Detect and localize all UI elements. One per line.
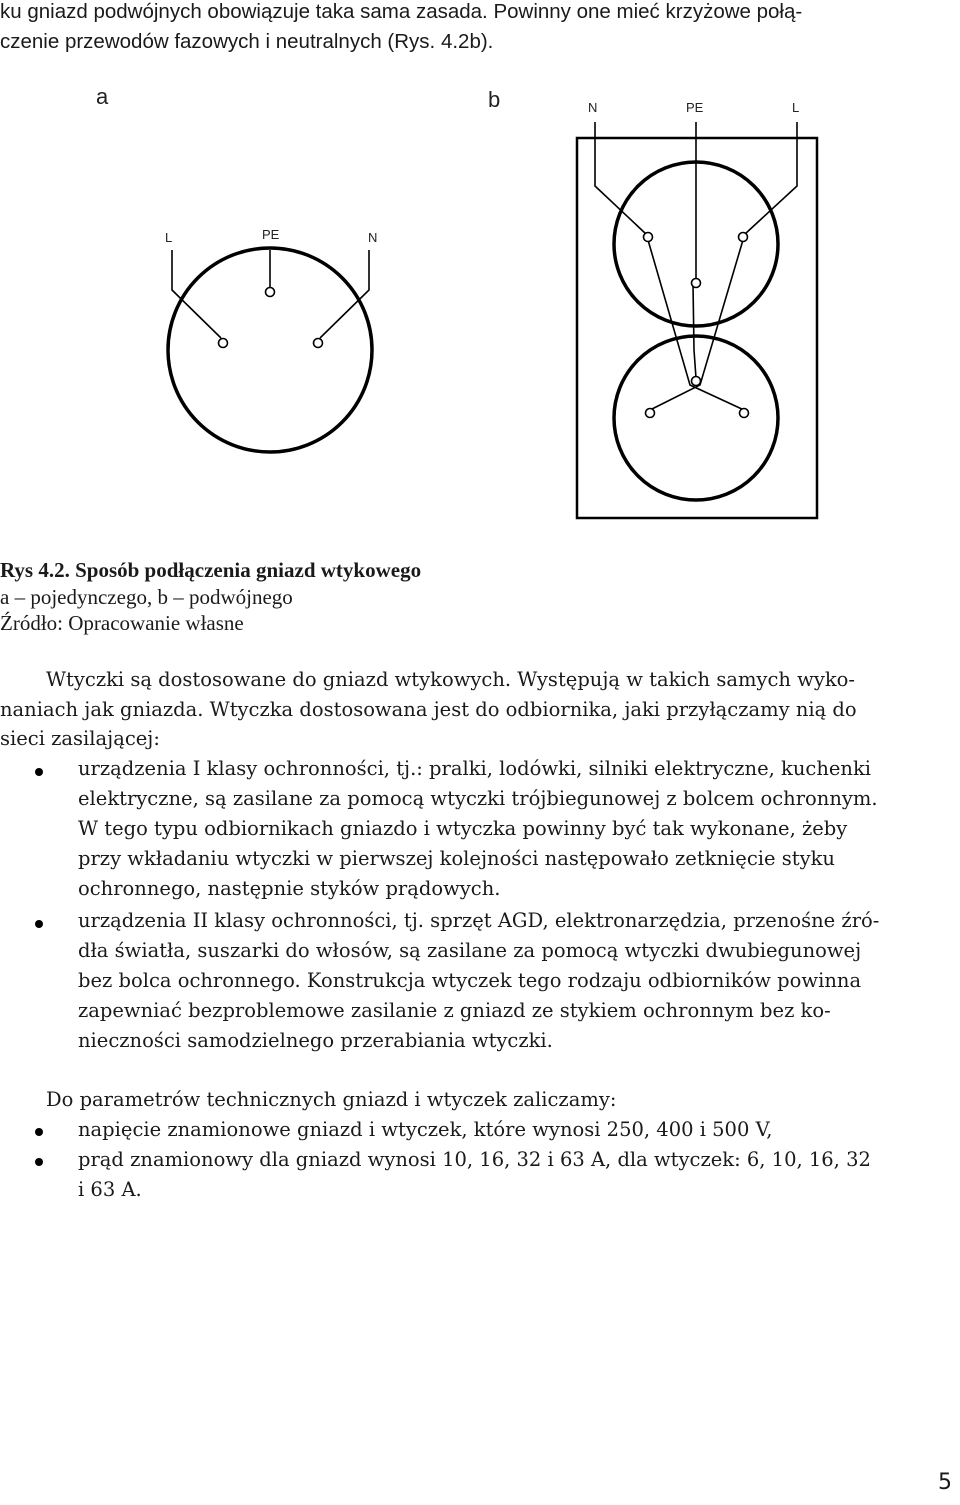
page-number: 5 [938, 1470, 952, 1495]
bullet-line: prąd znamionowy dla gniazd wynosi 10, 16, 32 i 63 A, dla wtyczek: 6, 10, 16, 32 [78, 1148, 871, 1171]
bullet-marker [35, 1158, 43, 1166]
intro-line-1: ku gniazd podwójnych obowiązuje taka sama zasada. Powinny one mieć krzyżowe połą- [0, 0, 803, 23]
pin-n-a [314, 339, 323, 348]
double-socket [577, 122, 817, 518]
paragraph-line: naniach jak gniazda. Wtyczka dostosowana jest do odbiornika, jaki przyłączamy nią do [0, 698, 857, 721]
wire-n-a [320, 250, 369, 338]
bullet-line: elektryczne, są zasilane za pomocą wtyczki trójbiegunowej z bolcem ochronnym. [78, 787, 878, 810]
socket-wiring-diagram [0, 0, 960, 540]
pin-pe-upper [692, 279, 701, 288]
pin-l-a [219, 339, 228, 348]
figure-caption-source: Źródło: Opracowanie własne [0, 611, 244, 635]
terminal-l-a: L [165, 230, 173, 245]
pin-l-upper [739, 233, 748, 242]
bullet-line: i 63 A. [78, 1178, 142, 1201]
bullet-marker [35, 920, 43, 928]
terminal-pe-a: PE [262, 227, 280, 242]
pin-n-upper [644, 233, 653, 242]
bullet-line: napięcie znamionowe gniazd i wtyczek, które wynosi 250, 400 i 500 V, [78, 1118, 773, 1141]
paragraph-line: Wtyczki są dostosowane do gniazd wtykowych. Występują w takich samych wyko- [46, 668, 855, 691]
bullet-line: przy wkładaniu wtyczki w pierwszej kolejności następowało zetknięcie styku [78, 847, 835, 870]
bullet-line: zapewniać bezproblemowe zasilanie z gniazd ze stykiem ochronnym bez ko- [78, 999, 831, 1022]
figure-caption-subtitle: a – pojedynczego, b – podwójnego [0, 585, 293, 609]
pin-pe-lower [692, 377, 701, 386]
intro-line-2: czenie przewodów fazowych i neutralnych (Rys. 4.2b). [0, 30, 494, 53]
bullet-line: nieczności samodzielnego przerabiania wtyczki. [78, 1029, 553, 1052]
bullet-line: bez bolca ochronnego. Konstrukcja wtyczek tego rodzaju odbiorników powinna [78, 969, 862, 992]
terminal-n-a: N [368, 230, 378, 245]
terminal-pe-b: PE [686, 100, 704, 115]
panel-a-label: a [96, 84, 109, 109]
bullet-marker [35, 1128, 43, 1136]
lower-socket-outline [614, 336, 778, 500]
panel-b-label: b [488, 87, 501, 112]
terminal-l-b: L [792, 100, 800, 115]
pin-l-lower [646, 409, 655, 418]
params-intro: Do parametrów technicznych gniazd i wtyczek zaliczamy: [46, 1088, 617, 1111]
bullet-marker [35, 768, 43, 776]
single-socket [168, 248, 372, 452]
bullet-line: urządzenia II klasy ochronności, tj. sprzęt AGD, elektronarzędzia, przenośne źró- [78, 909, 880, 932]
bullet-line: W tego typu odbiornikach gniazdo i wtyczka powinny być tak wykonane, żeby [78, 817, 848, 840]
bullet-line: dła światła, suszarki do włosów, są zasilane za pomocą wtyczki dwubiegunowej [78, 939, 862, 962]
bullet-line: ochronnego, następnie styków prądowych. [78, 877, 501, 900]
terminal-n-b: N [588, 100, 598, 115]
wire-pe-b-down [693, 284, 696, 378]
pin-n-lower [740, 409, 749, 418]
double-socket-frame [577, 138, 817, 518]
pin-pe-a [266, 288, 275, 297]
bullet-line: urządzenia I klasy ochronności, tj.: pralki, lodówki, silniki elektryczne, kuchenki [78, 757, 872, 780]
paragraph-line: sieci zasilającej: [0, 727, 160, 750]
figure-caption-title: Rys 4.2. Sposób podłączenia gniazd wtykowego [0, 558, 422, 582]
